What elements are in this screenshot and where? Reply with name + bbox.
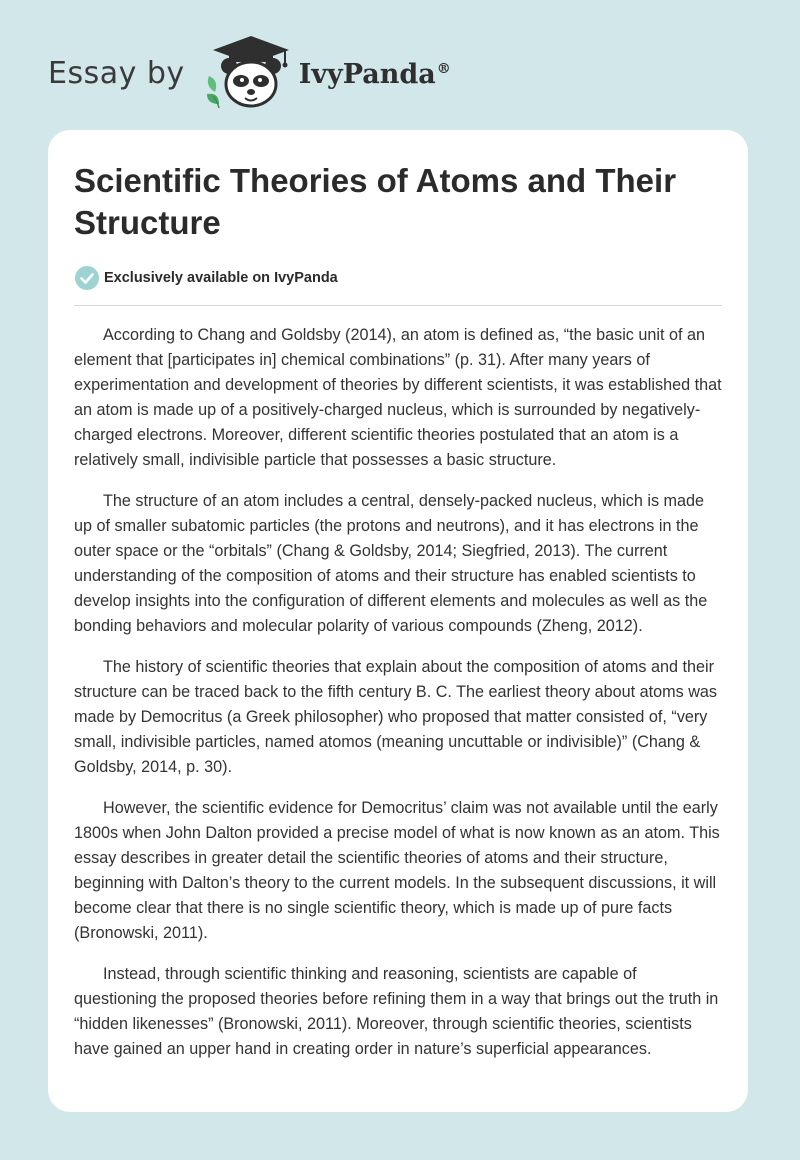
badge-label: Exclusively available on IvyPanda [104, 270, 338, 286]
paragraph: However, the scientific evidence for Democritus’ claim was not available until the early 1800s when John Dalton provided a precise model of what is now known as an atom. This essay describes in greater detail the scientific theories of atoms and their structure, beginning with Dalton’s theory to the current models. In the subsequent discussions, it will become clear that there is no single scientific theory, which is made up of pure facts (Bronowski, 2011). [74, 799, 720, 942]
check-circle-icon [74, 265, 100, 291]
paragraph: The structure of an atom includes a central, densely-packed nucleus, which is made up of smaller subatomic particles (the protons and neutrons), and it has electrons in the outer space or the “orbitals” (Chang & Goldsby, 2014; Siegfried, 2013). The current understanding of the composition of atoms and their structure has enabled scientists to develop insights into the configuration of different elements and molecules as well as the bonding behaviors and molecular polarity of various compounds (Zheng, 2012). [74, 492, 708, 635]
paragraph: Instead, through scientific thinking and reasoning, scientists are capable of questioning the proposed theories before refining them in a way that brings out the truth in “hidden likenesses” (Bronowski, 2011). Moreover, through scientific theories, scientists have gained an upper hand in creating order in nature’s superficial appearances. [74, 965, 719, 1058]
paragraph: According to Chang and Goldsby (2014), an atom is defined as, “the basic unit of an element that [participates in] chemical combinations” (p. 31). After many years of experimentation and development of theories by different scientists, it was established that an atom is made up of a positively-charged nucleus, which is surrounded by negatively-charged electrons. Moreover, different scientific theories postulated that an atom is a relatively small, indivisible particle that possesses a basic structure. [74, 326, 722, 469]
paragraph: The history of scientific theories that explain about the composition of atoms and their structure can be traced back to the fifth century B. C. The earliest theory about atoms was made by Democritus (a Greek philosopher) who proposed that matter consisted of, “very small, indivisible particles, named atomos (meaning uncuttable or indivisible)” (Chang & Goldsby, 2014, p. 30). [74, 658, 718, 776]
exclusive-badge [74, 264, 722, 292]
brand-name: IvyPanda® [298, 58, 451, 90]
brand-prefix: Essay by [48, 55, 185, 91]
divider [74, 305, 722, 306]
brand-header[interactable] [48, 34, 451, 110]
essay-body [74, 323, 722, 1062]
essay-title: Scientific Theories of Atoms and Their Structure [74, 162, 677, 241]
registered-mark: ® [436, 60, 451, 77]
essay-card [48, 130, 748, 1112]
panda-graduate-logo [201, 34, 293, 110]
